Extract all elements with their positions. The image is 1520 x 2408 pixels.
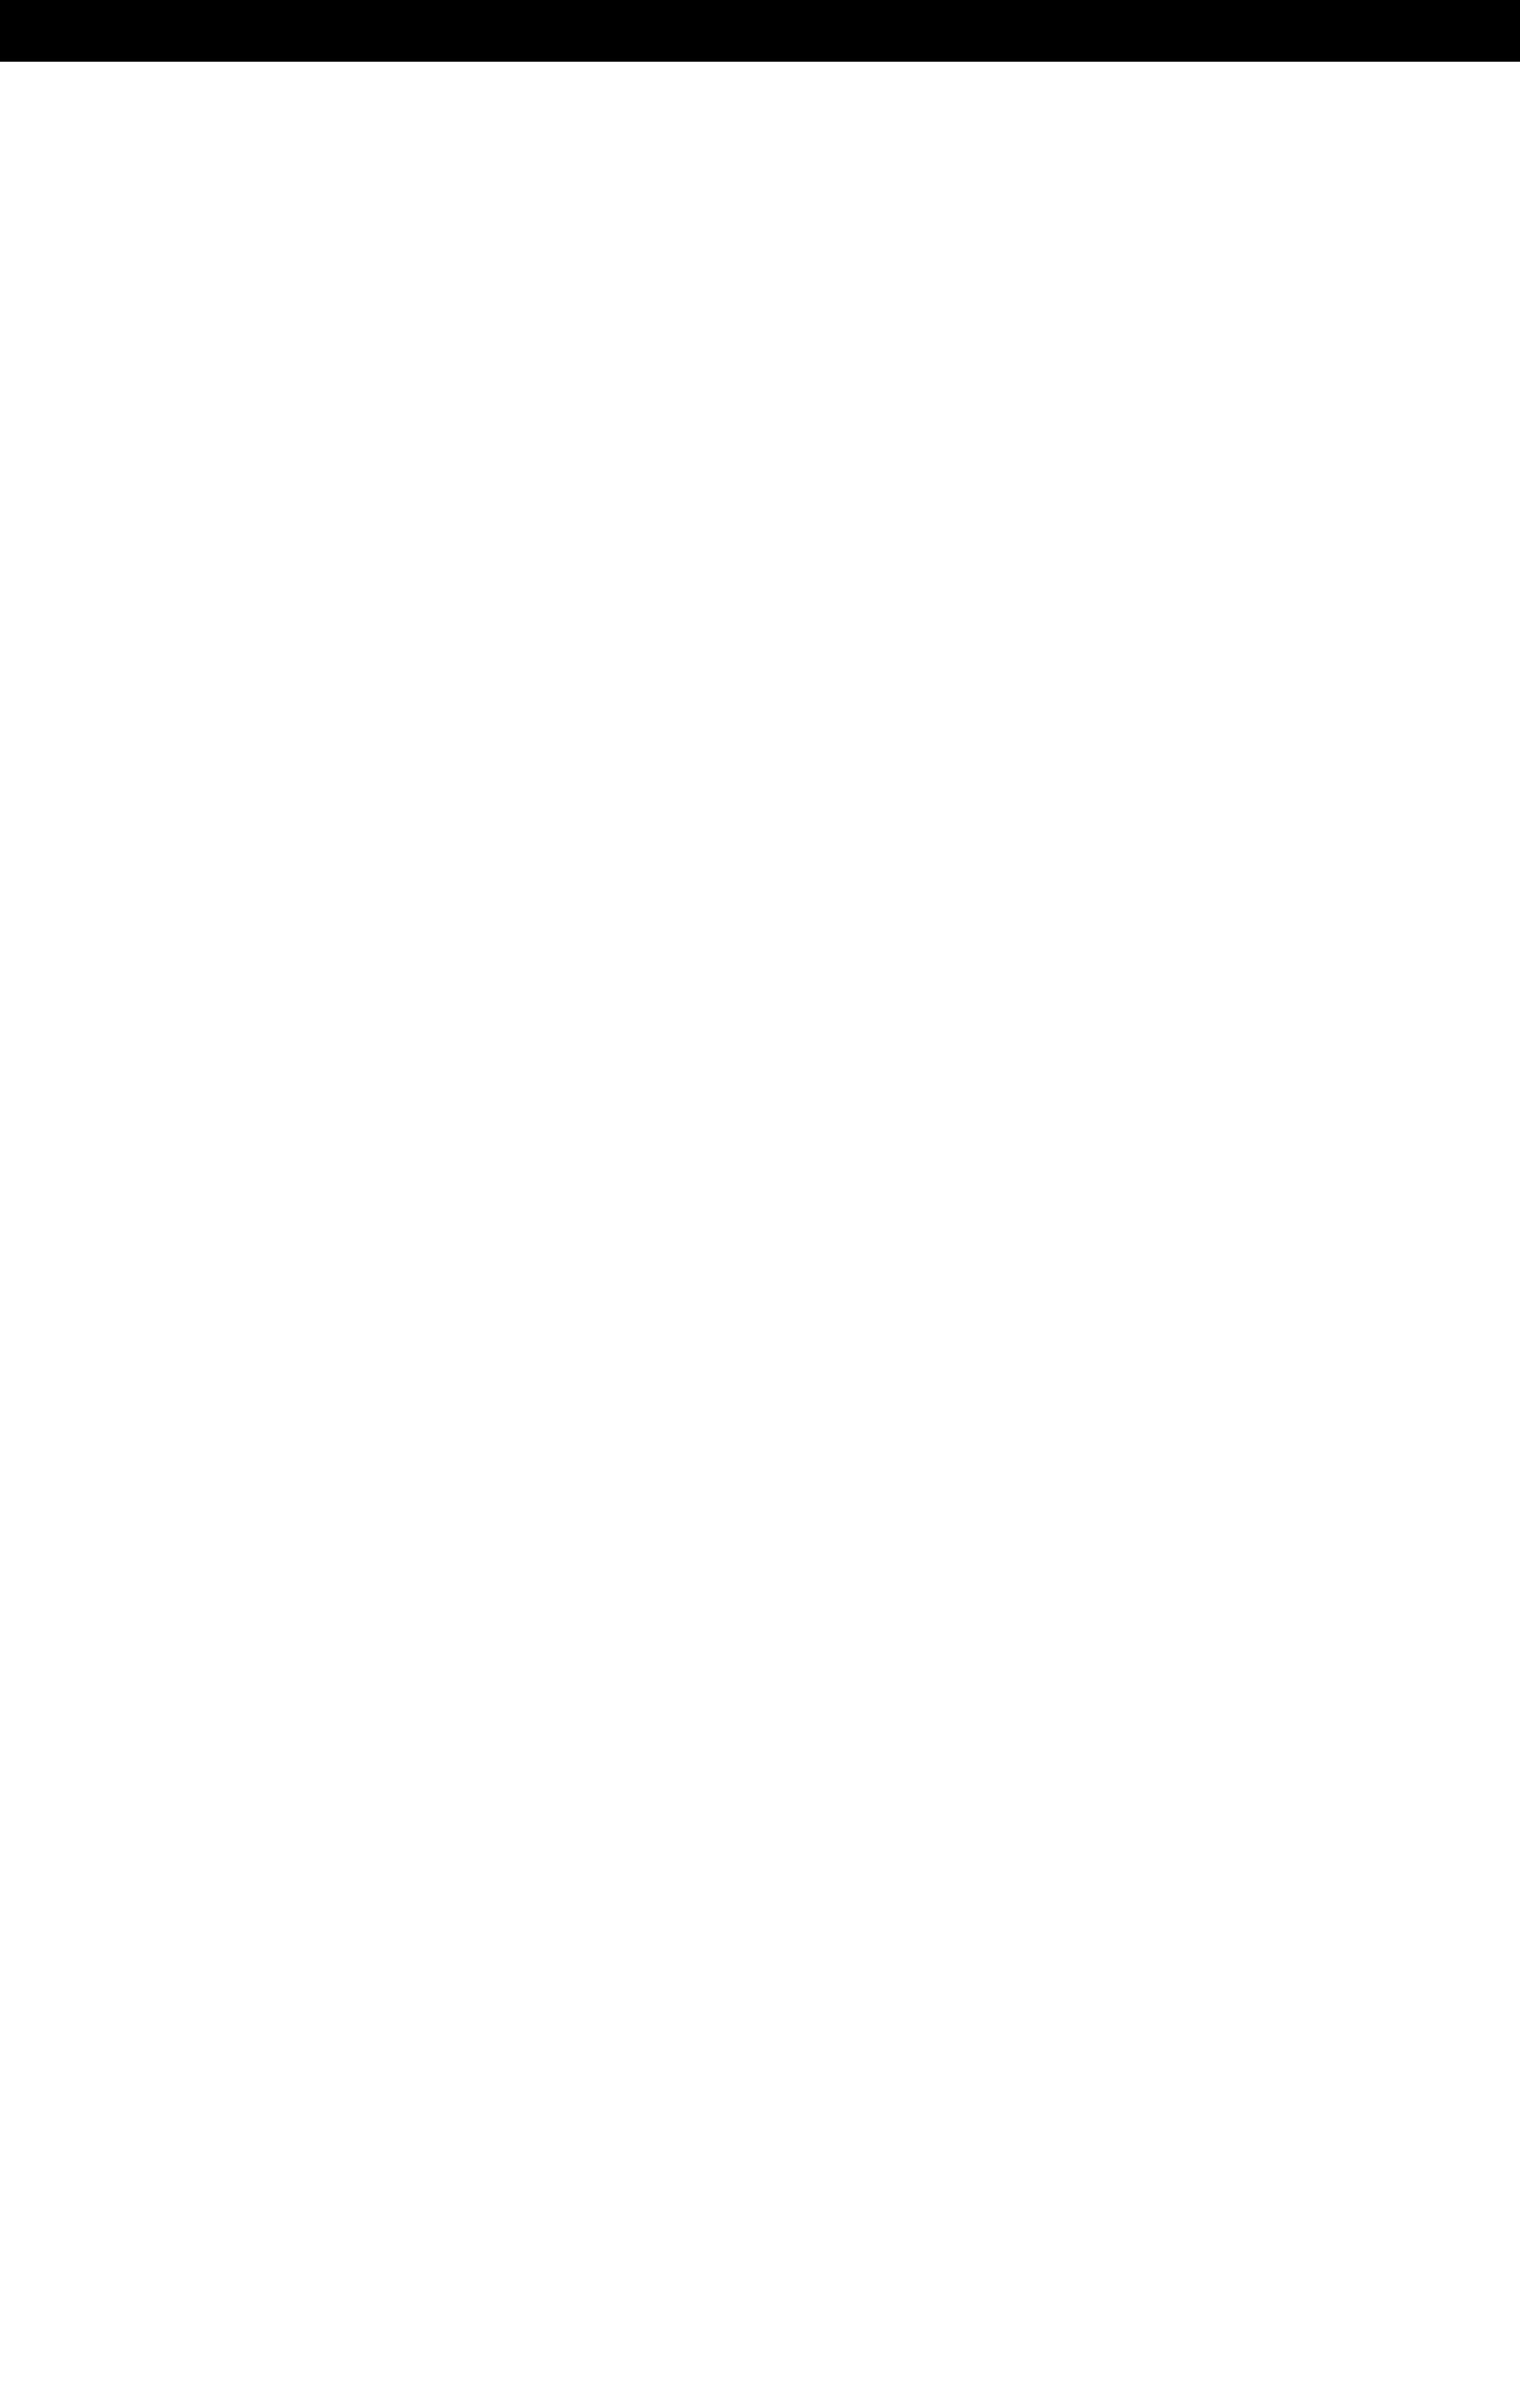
page-title [0,0,1520,62]
